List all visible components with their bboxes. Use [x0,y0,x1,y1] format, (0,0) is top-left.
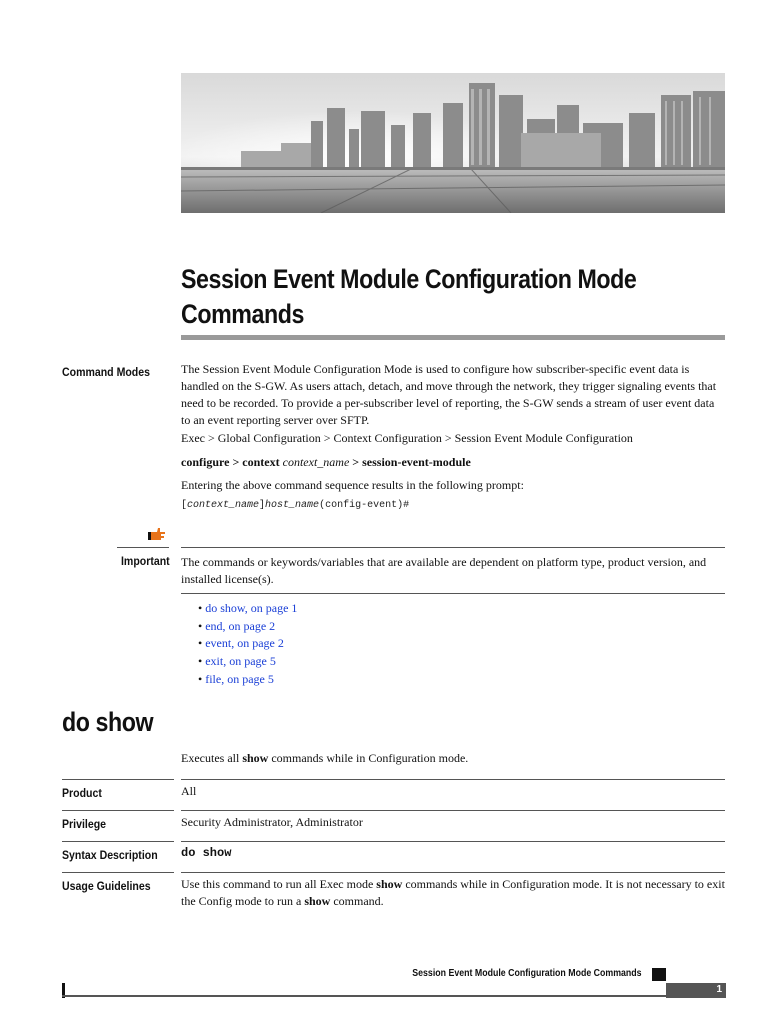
footer-marker [652,968,666,981]
text: Executes all [181,751,243,765]
row-rule [181,810,725,811]
cli-prompt [181,500,409,511]
toc-item [198,653,297,671]
entering-text: Entering the above command sequence results in the following prompt: [181,478,524,492]
cmd-session-event-module: session-event-module [362,455,471,469]
row-rule [62,779,174,780]
text: command. [330,894,384,908]
cmd-configure: configure [181,455,230,469]
prompt-host: host_name [265,500,320,511]
prompt-context: context_name [187,500,260,511]
title-rule [181,335,725,340]
text-bold: show [376,877,403,891]
privilege-label: Privilege [62,817,107,831]
footer-rule [62,995,726,997]
bullet: • [198,618,203,633]
bullet: • [198,671,203,686]
command-sequence [181,454,725,471]
row-rule [62,810,174,811]
page-title [181,262,723,332]
usage-guidelines-label: Usage Guidelines [62,879,151,893]
toc-link-end[interactable]: end, on page 2 [205,618,276,633]
bullet: • [198,654,203,669]
toc-link-event[interactable]: event, on page 2 [205,636,284,651]
banner-image [181,73,725,213]
privilege-value: Security Administrator, Administrator [181,815,363,829]
syntax-description-label: Syntax Description [62,848,158,862]
important-text: The commands or keywords/variables that are available are dependent on platform type, product version, and installed license(s). [181,555,707,586]
bullet: • [198,636,203,651]
row-rule [181,841,725,842]
text-bold: show [304,894,331,908]
exec-path: Exec > Global Configuration > Context Configuration > Session Event Module Configuration [181,431,633,445]
section-heading-do-show: do show [62,707,154,737]
important-rule-top [181,547,725,548]
page-title-line1: Session Event Module Configuration Mode [181,264,637,294]
toc-link-file[interactable]: file, on page 5 [205,671,274,686]
toc-list [198,600,297,689]
toc-item [198,618,297,636]
important-rule-bottom [181,593,725,594]
syntax-value: do show [181,846,232,860]
text: commands while in Configuration mode. It is not necessary to exit the Config mode to run a [181,877,725,908]
text: Use this command to run all Exec mode [181,877,377,891]
row-rule [181,872,725,873]
cmd-sep: > [229,455,243,469]
important-label: Important [121,554,170,568]
row-rule [62,841,174,842]
product-value: All [181,784,197,798]
toc-link-do-show[interactable]: do show, on page 1 [205,601,298,615]
toc-item [198,600,297,618]
text-bold: show [242,751,269,765]
row-rule [62,872,174,873]
product-label: Product [62,786,102,800]
toc-link-exit[interactable]: exit, on page 5 [205,654,276,669]
pointing-hand-icon [148,527,166,541]
row-rule [181,779,725,780]
command-modes-description: The Session Event Module Configuration Mode is used to configure how subscriber-specific event data is handled on the S-GW. As users attach, detach, and move through the network, they trigger signaling events that need to be recorded. To provide a per-subscriber level of reporting, the S-GW sends a stream of user event data to an event reporting server over SFTP. [181,362,717,427]
prompt-tail: (config-event)# [319,500,410,511]
do-show-description [181,750,725,767]
command-modes-label: Command Modes [62,365,151,379]
bullet: • [198,601,203,615]
usage-guidelines-text [181,876,725,910]
page-title-line2: Commands [181,299,305,329]
cmd-context: context [242,455,280,469]
text: commands while in Configuration mode. [268,751,469,765]
cmd-sep: > [349,455,363,469]
cmd-context-name: context_name [282,455,350,469]
prompt-bracket: ] [259,500,266,511]
page-number: 1 [716,984,722,995]
prompt-bracket: [ [181,500,188,511]
important-rule-left [117,547,169,548]
toc-item [198,635,297,653]
footer-title: Session Event Module Configuration Mode Commands [412,968,642,979]
toc-item [198,671,297,689]
